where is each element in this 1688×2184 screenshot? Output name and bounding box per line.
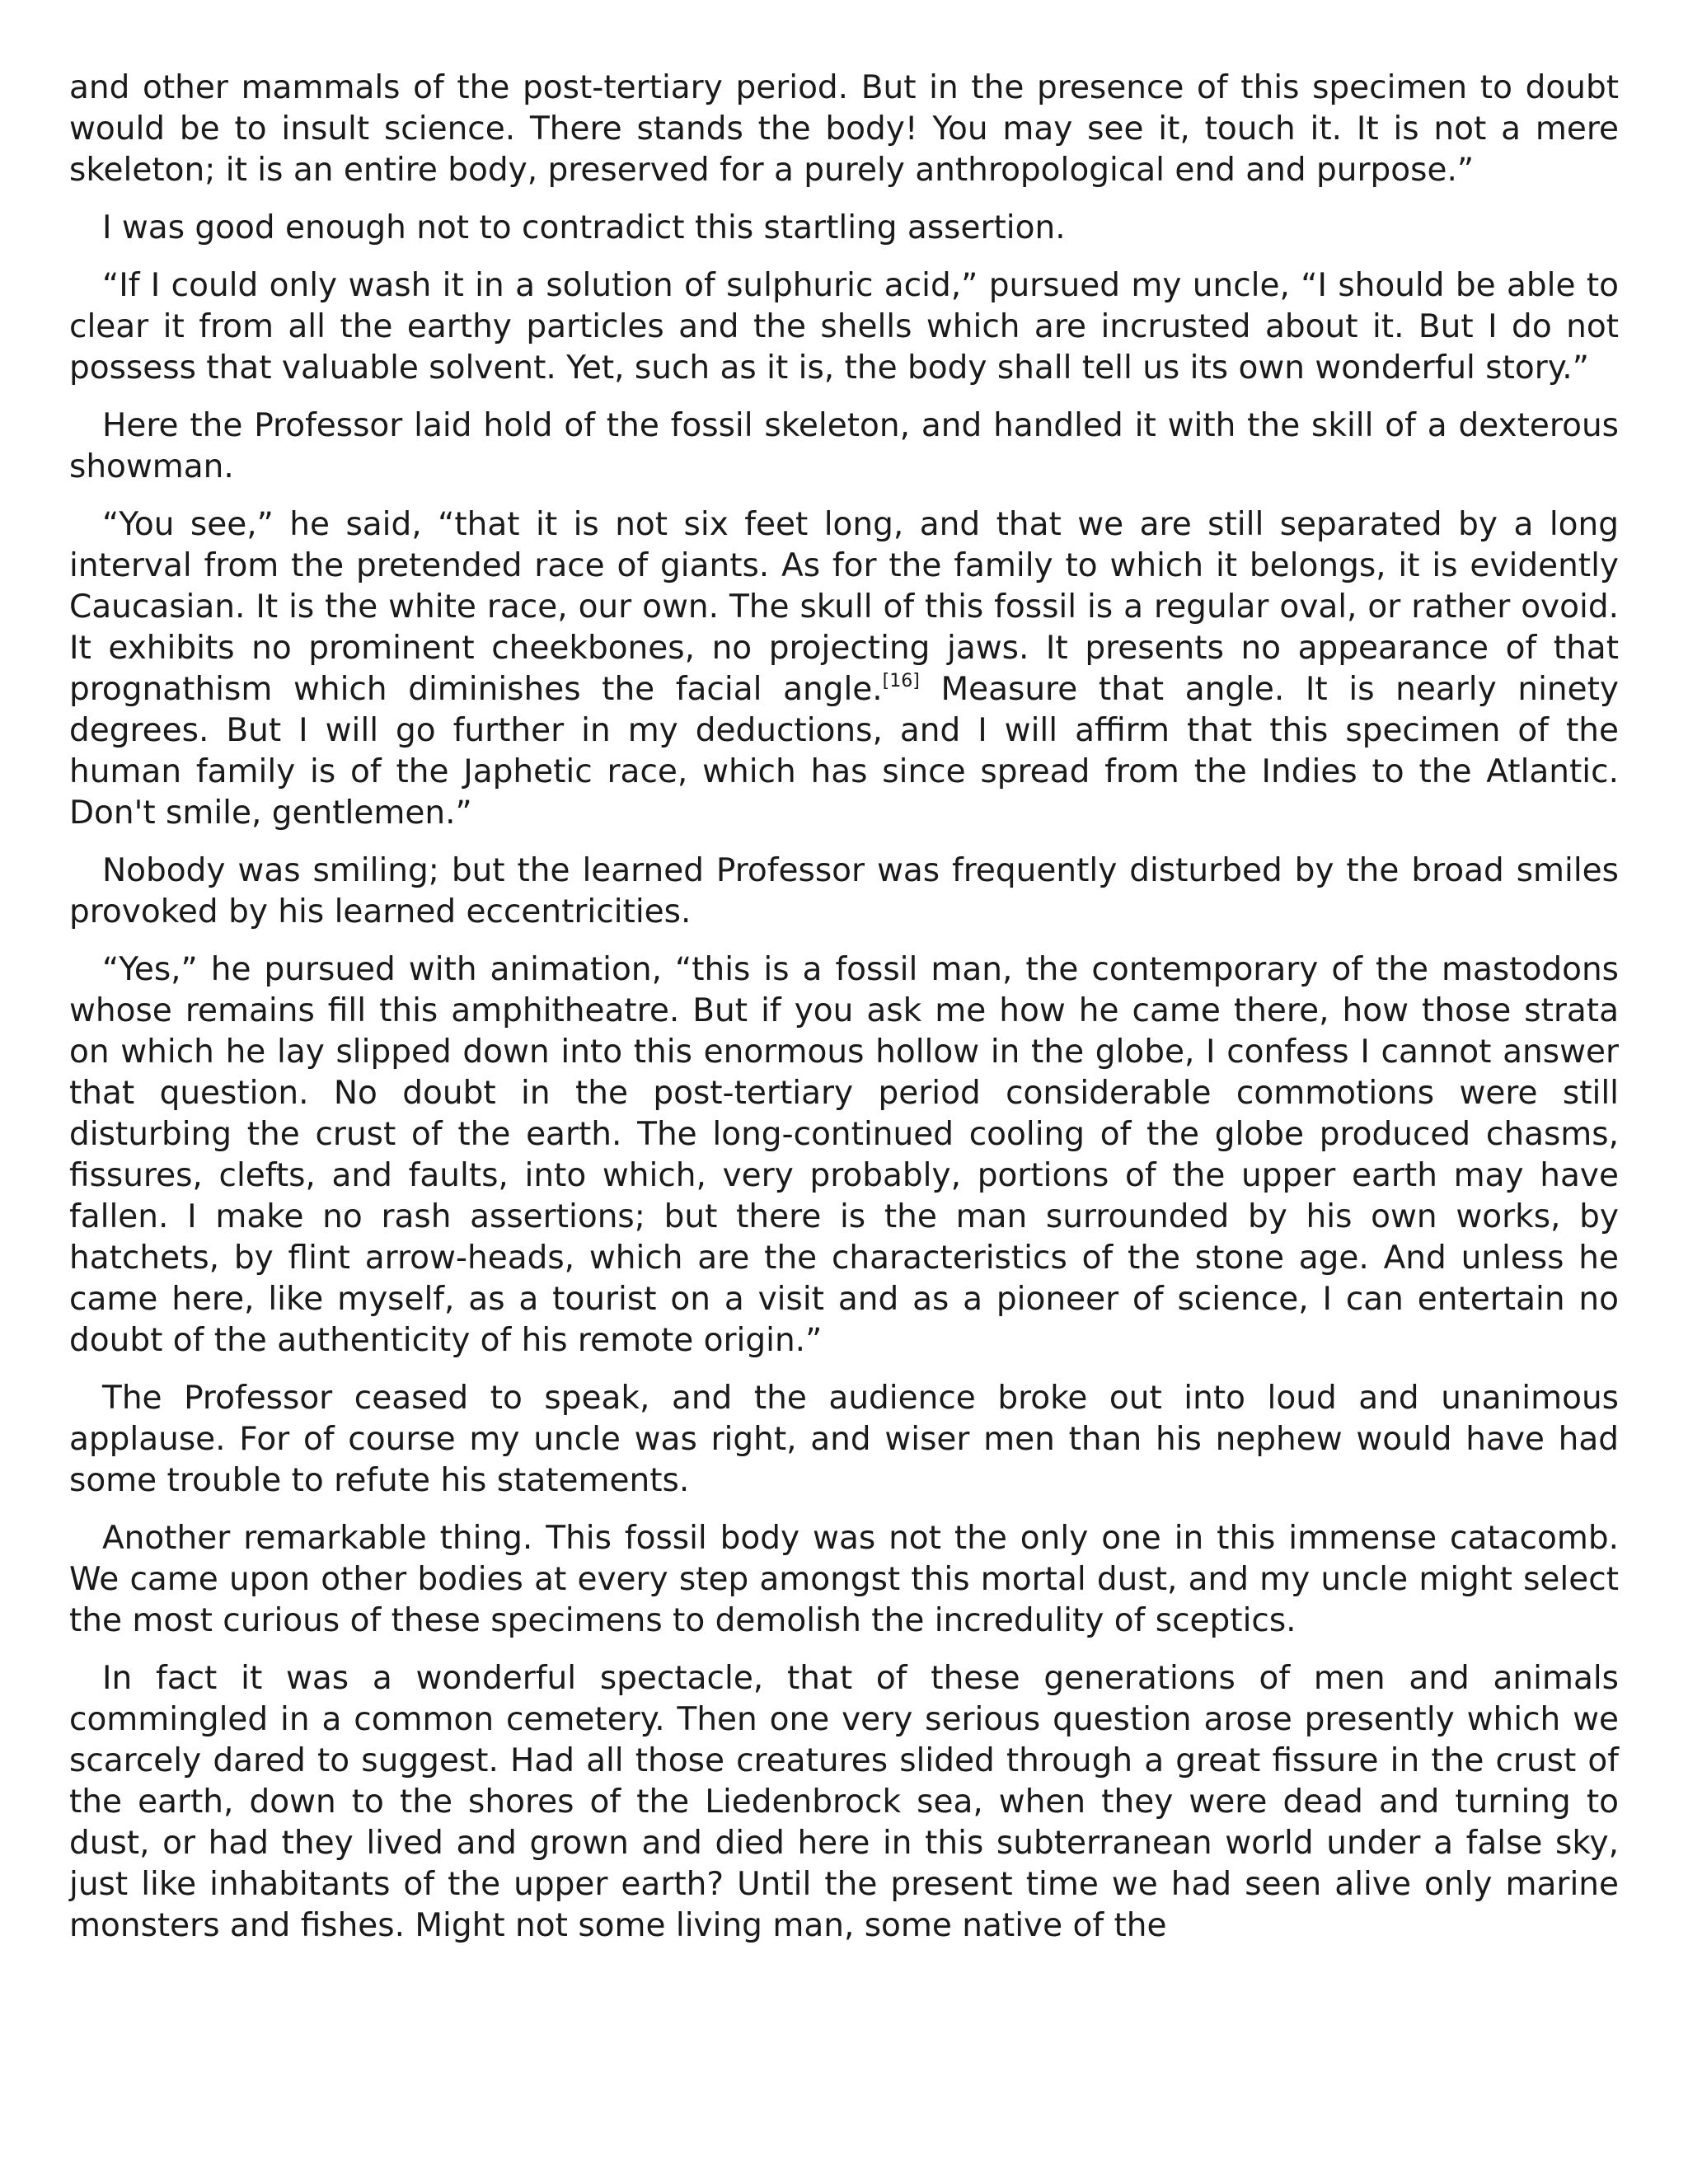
paragraph-narration: Here the Professor laid hold of the fossil skeleton, and handled it with the skill of a dexterous showman. bbox=[69, 407, 1619, 485]
paragraph-narration: Nobody was smiling; but the learned Professor was frequently disturbed by the broad smiles provoked by his learned eccentricities. bbox=[69, 852, 1619, 930]
paragraph-narration: Another remarkable thing. This fossil body was not the only one in this immense catacomb. We came upon other bodies at every step amongst this mortal dust, and my uncle might select the most curious of these specimens to demolish the incredulity of sceptics. bbox=[69, 1520, 1619, 1639]
paragraph-narration: I was good enough not to contradict this startling assertion. bbox=[102, 209, 1066, 246]
paragraph-dialogue: “If I could only wash it in a solution of sulphuric acid,” pursued my uncle, “I should be able to clear it from all the earthy particles and the shells which are incrusted about it. But I do not possess that valuable solvent. Yet, such as it is, the body shall tell us its own wonderful story.” bbox=[69, 267, 1619, 387]
footnote-link[interactable]: [16] bbox=[882, 671, 920, 691]
paragraph-continuation: and other mammals of the post-tertiary period. But in the presence of this specimen to doubt would be to insult science. There stands the body! You may see it, touch it. It is not a mere skeleton; it is an entire body, preserved for a purely anthropological end and purpose.” bbox=[69, 69, 1619, 189]
paragraph-dialogue bbox=[69, 504, 1619, 834]
paragraph-narration: The Professor ceased to speak, and the audience broke out into loud and unanimous applause. For of course my uncle was right, and wiser men than his nephew would have had some trouble to refute his statements. bbox=[69, 1380, 1619, 1499]
paragraph-narration: In fact it was a wonderful spectacle, that of these generations of men and animals commingled in a common cemetery. Then one very serious question arose presently which we scarcely dared to suggest. Had all those creatures slided through a great fissure in the crust of the earth, down to the shores of the Liedenbrock sea, when they were dead and turning to dust, or had they lived and grown and died here in this subterranean world under a false sky, just like inhabitants of the upper earth? Until the present time we had seen alive only marine monsters and fishes. Might not some living man, some native of the bbox=[69, 1660, 1619, 1944]
paragraph-dialogue: “Yes,” he pursued with animation, “this is a fossil man, the contemporary of the mastodons whose remains fill this amphitheatre. But if you ask me how he came there, how those strata on which he lay slipped down into this enormous hollow in the globe, I confess I cannot answer that question. No doubt in the post-tertiary period considerable commotions were still disturbing the crust of the earth. The long-continued cooling of the globe produced chasms, fissures, clefts, and faults, into which, very probably, portions of the upper earth may have fallen. I make no rash assertions; but there is the man surrounded by his own works, by hatchets, by flint arrow-heads, which are the characteristics of the stone age. And unless he came here, like myself, as a tourist on a visit and as a pioneer of science, I can entertain no doubt of the authenticity of his remote origin.” bbox=[69, 951, 1619, 1359]
paragraph-text: “You see,” he said, “that it is not six feet long, and that we are still separated by a long interval from the pretended race of giants. As for the family to which it belongs, it is evidently Caucasian. It is the white race, our own. The skull of this fossil is a regular oval, or rather ovoid. It exhibits no prominent cheekbones, no projecting jaws. It presents no appearance of that prognathism which diminishes the facial angle. bbox=[69, 506, 1619, 708]
paragraph-text: Measure that angle. It is nearly ninety degrees. But I will go further in my deductions, and I will affirm that this specimen of the human family is of the Japhetic race, which has since spread from the Indies to the Atlantic. Don't smile, gentlemen.” bbox=[69, 671, 1619, 832]
